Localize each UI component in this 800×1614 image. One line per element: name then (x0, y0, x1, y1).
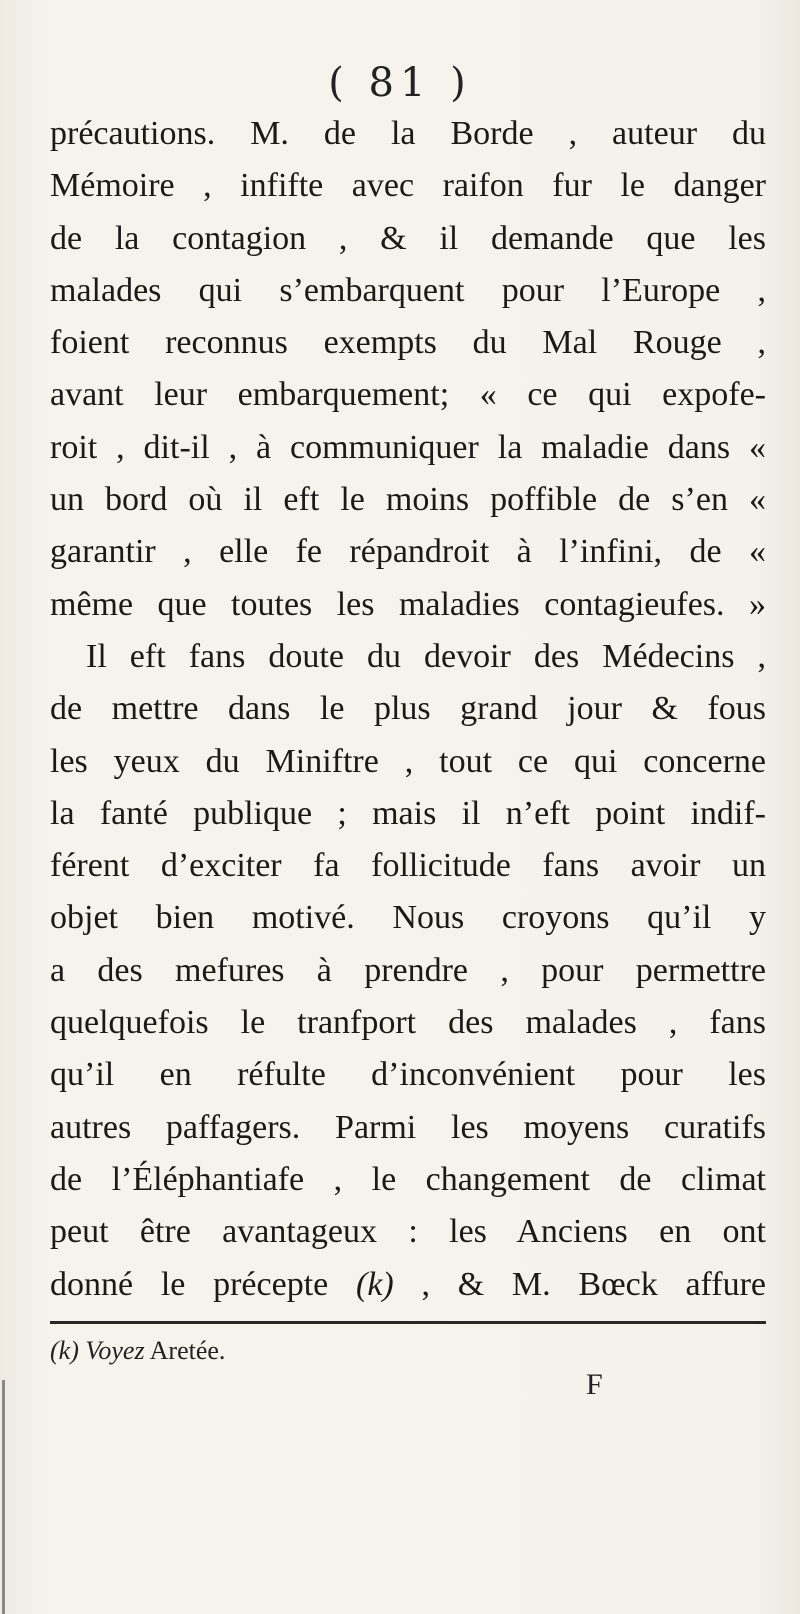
signature-mark: F (586, 1368, 603, 1401)
footnote-reference: (k) (356, 1265, 394, 1303)
text-fragment: donné le précepte (50, 1265, 356, 1303)
footnote-text: Aretée. (144, 1336, 226, 1365)
footnote (50, 1336, 225, 1366)
text-fragment: , & M. Bœck affure (393, 1265, 766, 1303)
text-line: peut être avantageux : les Anciens en ont (50, 1213, 766, 1251)
text-line: malades qui s’embarquent pour l’Europe , (50, 271, 766, 309)
text-line: même que toutes les maladies contagieufes. » (50, 585, 766, 623)
footnote-mark: (k) (50, 1336, 79, 1365)
text-line: objet bien motivé. Nous croyons qu’il y (50, 899, 766, 937)
footnote-italic: Voyez (85, 1336, 145, 1365)
text-line: de la contagion , & il demande que les (50, 219, 766, 257)
text-line: garantir , elle fe répandroit à l’infini, de « (50, 533, 766, 571)
text-line: de l’Éléphantiafe , le changement de climat (50, 1160, 766, 1198)
text-line: Mémoire , infifte avec raifon fur le danger (50, 167, 766, 205)
text-line: foient reconnus exempts du Mal Rouge , (50, 324, 766, 362)
binding-edge (2, 1380, 5, 1614)
text-line: quelquefois le tranfport des malades , fans (50, 1004, 766, 1042)
text-line: précautions. M. de la Borde , auteur du (50, 115, 766, 152)
text-line: un bord où il eft le moins poffible de s’en « (50, 481, 766, 519)
footnote-divider (50, 1321, 766, 1324)
text-line: férent d’exciter fa follicitude fans avoir un (50, 847, 766, 885)
text-line: de mettre dans le plus grand jour & fous (50, 690, 766, 728)
text-line: a des mefures à prendre , pour permettre (50, 951, 766, 989)
text-line: qu’il en réfulte d’inconvénient pour les (50, 1056, 766, 1094)
text-line: la fanté publique ; mais il n’eft point indif- (50, 794, 766, 832)
text-line-last (50, 1259, 766, 1311)
text-line: roit , dit-il , à communiquer la maladie dans « (50, 428, 766, 466)
page-number: ( 81 ) (328, 60, 472, 106)
text-line: les yeux du Miniftre , tout ce qui concerne (50, 742, 766, 780)
text-line: avant leur embarquement; « ce qui expofe- (50, 376, 766, 414)
text-line: autres paffagers. Parmi les moyens curatifs (50, 1108, 766, 1146)
body-text (50, 108, 766, 1311)
text-line: Il eft fans doute du devoir des Médecins , (86, 637, 766, 675)
